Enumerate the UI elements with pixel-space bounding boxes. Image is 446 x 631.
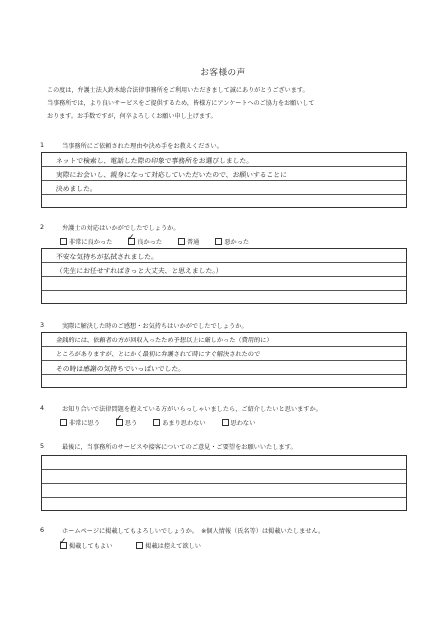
checkbox[interactable] xyxy=(136,542,143,549)
q1-number: 1 xyxy=(40,141,45,149)
checkbox[interactable] xyxy=(222,419,229,426)
q4-options xyxy=(60,413,269,427)
option-label: 非常に良かった xyxy=(69,239,113,246)
q2-option-3[interactable] xyxy=(178,237,199,246)
q5-number: 5 xyxy=(40,442,45,450)
rule-line xyxy=(42,360,406,361)
q1-answer-box xyxy=(41,152,407,208)
option-label: 普通 xyxy=(187,239,200,246)
q3-number: 3 xyxy=(40,321,45,329)
q2-question: 弁護士の対応はいかがでしたでしょうか。 xyxy=(62,225,180,232)
check-mark-icon: ✓ xyxy=(114,413,123,424)
intro-line-3: おります。お手数ですが，何卒よろしくお願い申し上げます。 xyxy=(47,113,217,120)
q6-options xyxy=(59,536,215,550)
q4-option-3[interactable] xyxy=(153,418,205,427)
rule-line xyxy=(42,166,406,167)
q2-number: 2 xyxy=(40,223,45,231)
intro-line-2: 当事務所では，より良いサービスをご提供するため，皆様方にアンケートへのご協力をお願いして xyxy=(47,100,315,107)
q1-answer-line-1: ネットで検索し、電話した際の印象で事務所をお選びしました。 xyxy=(55,157,254,165)
q6-number: 6 xyxy=(40,526,45,534)
q5-answer-box[interactable] xyxy=(41,455,407,511)
option-label: 悪かった xyxy=(224,239,250,246)
checkbox-checked[interactable] xyxy=(59,536,67,549)
rule-line xyxy=(42,374,406,375)
q4-question: お知り合いで法律問題を抱えている方がいらっしゃいましたら，ご紹介したいと思いますか。 xyxy=(62,406,322,413)
option-label: 非常に思う xyxy=(69,420,100,427)
check-mark-icon: ✓ xyxy=(59,536,67,547)
q2-answer-box xyxy=(41,248,407,304)
rule-line xyxy=(42,483,406,484)
rule-line xyxy=(42,276,406,277)
q2-options xyxy=(60,232,263,246)
rule-line xyxy=(42,469,406,470)
option-label: 思う xyxy=(124,420,138,427)
q2-answer-line-2: （先生にお任せすればきっと大丈夫、と思えました。） xyxy=(55,267,223,275)
checkbox-checked[interactable] xyxy=(127,232,135,245)
option-label: あまり思わない xyxy=(162,420,206,427)
page-title: お客様の声 xyxy=(200,68,246,78)
q6-option-1[interactable] xyxy=(59,536,113,550)
option-label: 掲載してもよい xyxy=(69,543,113,550)
rule-line xyxy=(42,290,406,291)
checkbox[interactable] xyxy=(178,238,185,245)
q2-option-1[interactable] xyxy=(60,237,112,246)
checkbox[interactable] xyxy=(215,238,222,245)
option-label: 思わない xyxy=(230,420,256,427)
option-label: 良かった xyxy=(137,239,163,246)
q6-question: ホームページに掲載してもよろしいでしょうか。 ※個人情報（氏名等）は掲載いたしません。 xyxy=(62,528,325,535)
checkbox-checked[interactable] xyxy=(114,413,123,426)
rule-line xyxy=(42,262,406,263)
q4-number: 4 xyxy=(40,404,45,412)
checkbox[interactable] xyxy=(153,419,160,426)
rule-line xyxy=(42,180,406,181)
option-label: 掲載は控えて欲しい xyxy=(145,543,201,550)
q1-answer-line-2: 実際にお会いし、親身になって対応していただいたので、お願いすることに xyxy=(55,171,288,179)
q2-option-2[interactable] xyxy=(127,232,163,246)
q4-option-1[interactable] xyxy=(60,418,100,427)
rule-line xyxy=(42,194,406,195)
q1-question: 当事務所にご依頼された理由や決め手をお教えください。 xyxy=(62,143,223,150)
q3-answer-line-2: ところがありますが、とにかく最初に弁護されて時にすぐ解決されたので xyxy=(55,351,261,358)
check-mark-icon: ✓ xyxy=(127,232,135,243)
rule-line xyxy=(42,497,406,498)
q3-question: 実際に解決した時のご感想・お気持ちはいかがでしたでしょうか。 xyxy=(62,323,248,330)
q3-answer-box xyxy=(41,332,407,388)
q5-question: 最後に，当事務所のサービスや接客についてのご意見・ご要望をお願いいたします。 xyxy=(62,444,297,451)
q4-option-2[interactable] xyxy=(114,413,138,427)
q3-answer-line-3: その時は感謝の気持ちでいっぱいでした。 xyxy=(55,365,186,373)
checkbox[interactable] xyxy=(60,419,67,426)
checkbox[interactable] xyxy=(60,238,67,245)
q2-option-4[interactable] xyxy=(215,237,249,246)
q1-answer-line-3: 決めました。 xyxy=(55,185,97,193)
q2-answer-line-1: 不安な気持ちが払拭されました。 xyxy=(55,253,159,261)
q6-option-2[interactable] xyxy=(136,541,201,550)
q3-answer-line-1: 金銭的には、依頼者の方が回収入ったため予想以上に厳しかった（費用的に） xyxy=(55,337,273,344)
intro-line-1: この度は，弁護士法人鈴木総合法律事務所をご利用いただきまして誠にありがとうございます。 xyxy=(47,87,309,94)
rule-line xyxy=(42,346,406,347)
q4-option-4[interactable] xyxy=(222,418,256,427)
